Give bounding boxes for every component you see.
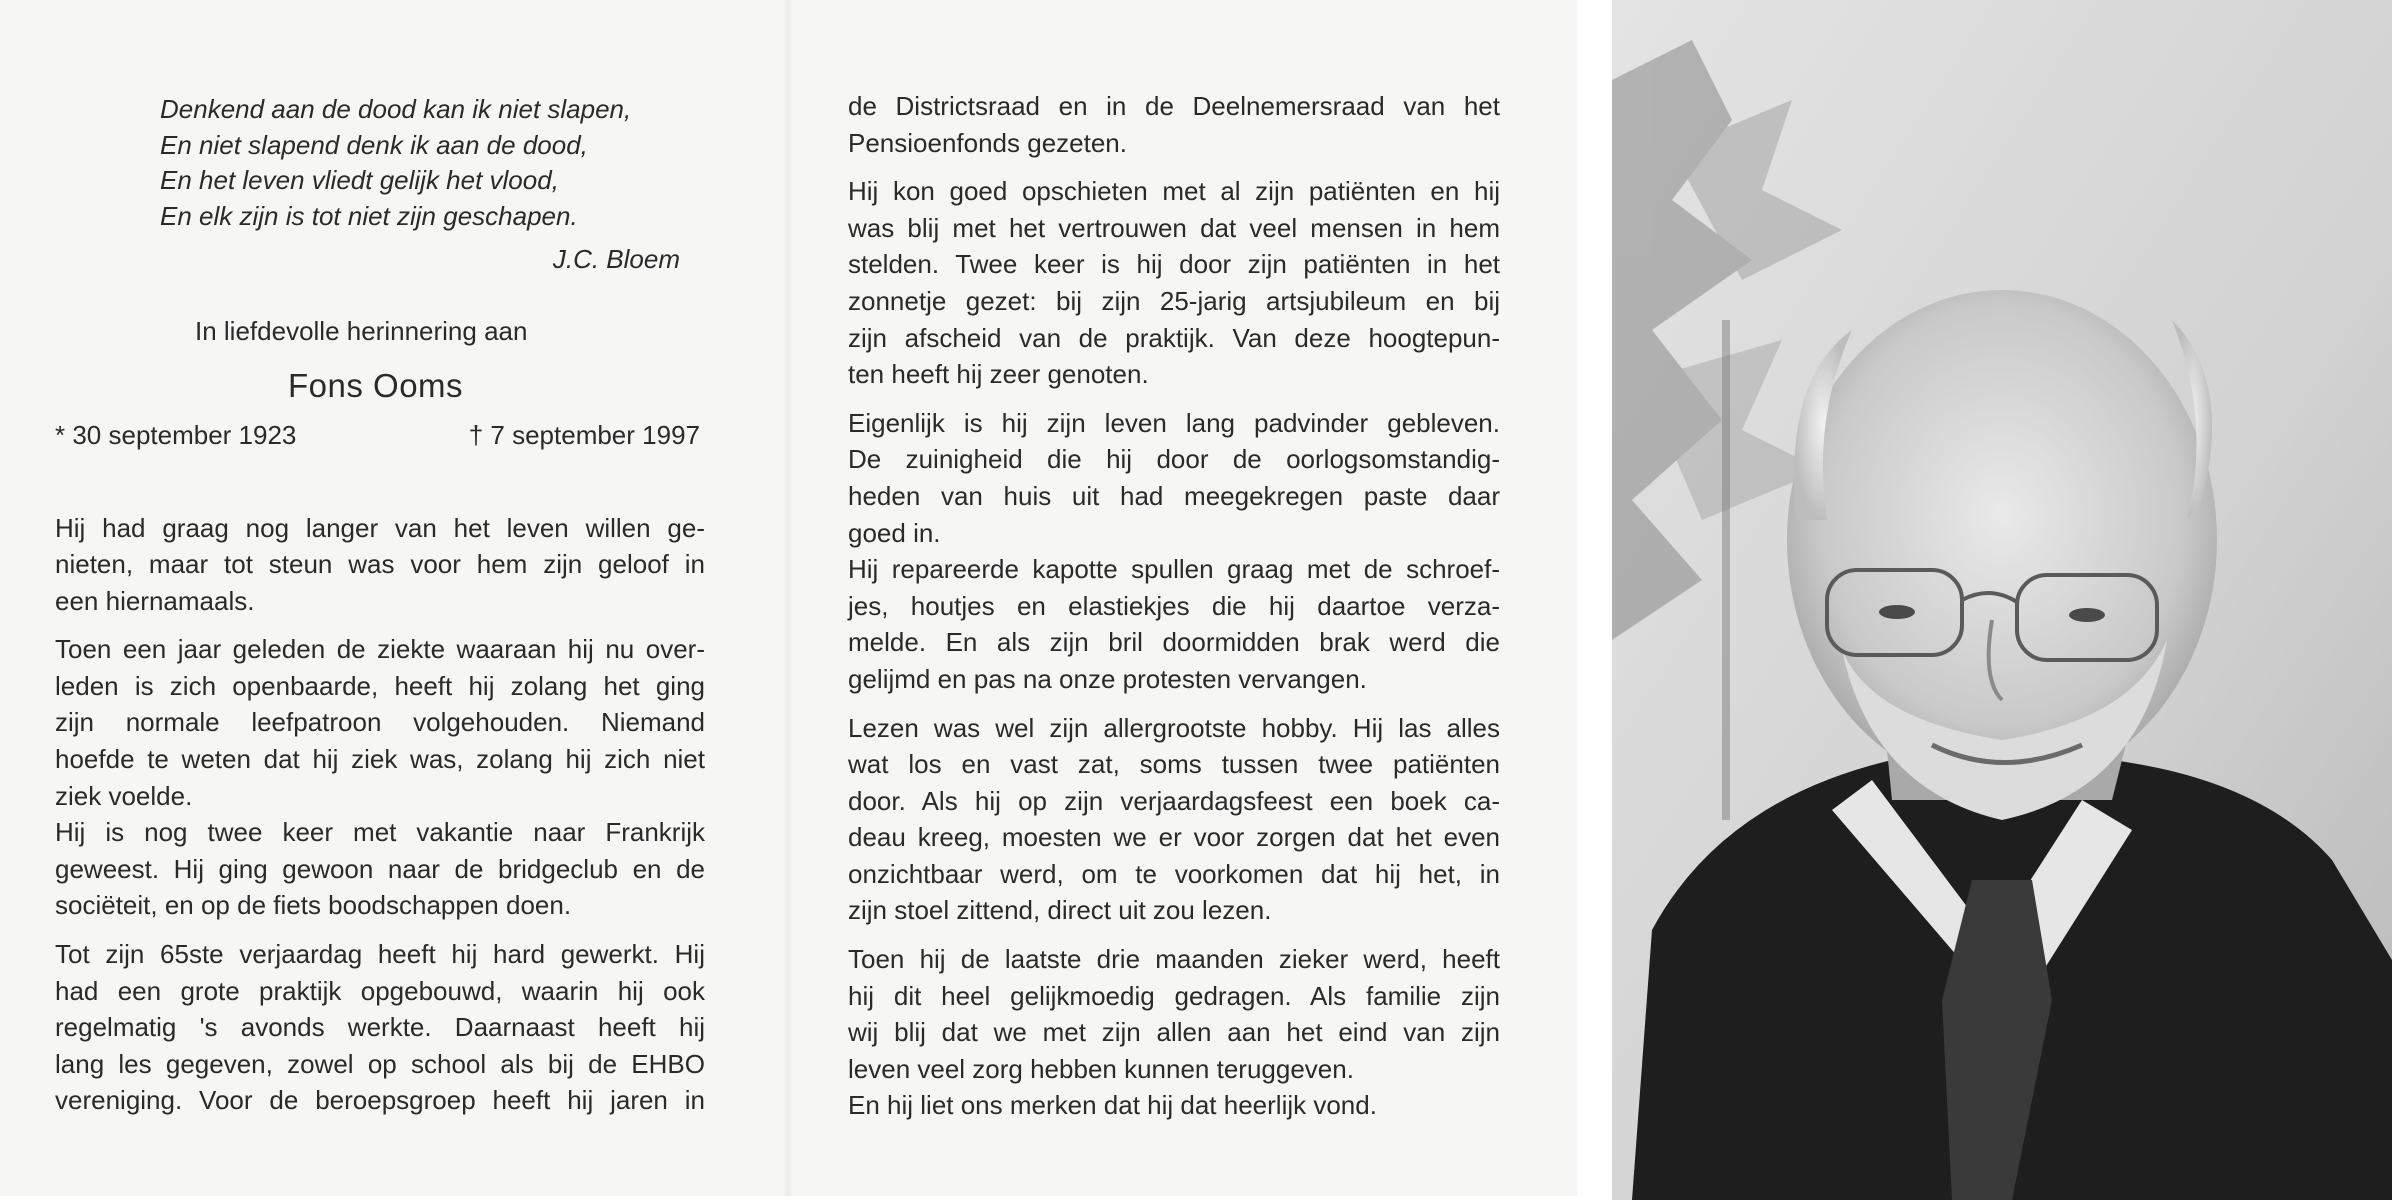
- text-line: wat los en vast zat, soms tussen twee patiënten: [848, 749, 1500, 780]
- memorial-intro: In liefdevolle herinnering aan: [195, 315, 528, 346]
- text-line: vereniging. Voor de beroepsgroep heeft hij jaren in: [55, 1085, 705, 1116]
- text-line: leden is zich openbaarde, heeft hij zolang het ging: [55, 670, 705, 701]
- text-line: onzichtbaar werd, om te voorkomen dat hij het, in: [848, 858, 1500, 889]
- text-line: jes, houtjes en elastiekjes die hij daartoe verza-: [848, 590, 1500, 621]
- text-line: goed in.: [848, 517, 941, 548]
- poem-line: En elk zijn is tot niet zijn geschapen.: [160, 200, 578, 231]
- text-line: lang les gegeven, zowel op school als bij de EHBO: [55, 1048, 705, 1079]
- text-line: door. Als hij op zijn verjaardagsfeest een boek ca-: [848, 785, 1500, 816]
- paragraph: [55, 814, 705, 924]
- poem-line: En niet slapend denk ik aan de dood,: [160, 129, 588, 160]
- poem-line: En het leven vliedt gelijk het vlood,: [160, 165, 559, 195]
- text-line: deau kreeg, moesten we er voor zorgen dat het even: [848, 822, 1500, 853]
- paragraph: [55, 510, 705, 620]
- text-line: Hij had graag nog langer van het leven willen ge-: [55, 512, 705, 543]
- paragraph: [848, 405, 1500, 551]
- paragraph: [55, 631, 705, 814]
- text-line: zijn stoel zittend, direct uit zou lezen.: [848, 895, 1272, 926]
- paragraph: [848, 941, 1500, 1087]
- text-line: had een grote praktijk opgebouwd, waarin hij ook: [55, 975, 705, 1006]
- text-line: gelijmd en pas na onze protesten vervangen.: [848, 663, 1367, 694]
- deceased-name: Fons Ooms: [288, 366, 464, 404]
- paragraph: [848, 88, 1500, 161]
- life-dates: [55, 418, 700, 452]
- text-line: Hij kon goed opschieten met al zijn patiënten en hij: [848, 176, 1500, 207]
- left-body-text: [55, 510, 705, 1120]
- text-line: Hij repareerde kapotte spullen graag met de schroef-: [848, 554, 1500, 585]
- text-line: zijn afscheid van de praktijk. Van deze hoogtepun-: [848, 322, 1500, 353]
- right-panel: [848, 88, 1500, 1124]
- text-line: Eigenlijk is hij zijn leven lang padvinder gebleven.: [848, 407, 1500, 438]
- text-line: regelmatig 's avonds werkte. Daarnaast heeft hij: [55, 1012, 705, 1043]
- text-line: zonnetje gezet: bij zijn 25-jarig artsjubileum en bij: [848, 285, 1500, 316]
- text-line: was blij met het vertrouwen dat veel mensen in hem: [848, 212, 1500, 243]
- text-line: hij dit heel gelijkmoedig gedragen. Als familie zijn: [848, 980, 1500, 1011]
- text-line: Lezen was wel zijn allergrootste hobby. Hij las alles: [848, 712, 1500, 743]
- gap: [1577, 0, 1612, 1200]
- poem: [160, 92, 735, 278]
- text-line: ten heeft hij zeer genoten.: [848, 359, 1149, 390]
- text-line: wij blij dat we met zijn allen aan het eind van zijn: [848, 1017, 1500, 1048]
- poem-line: Denkend aan de dood kan ik niet slapen,: [160, 94, 632, 124]
- card-fold: [783, 0, 793, 1196]
- paragraph: [848, 173, 1500, 393]
- poem-author: J.C. Bloem: [552, 244, 680, 274]
- text-line: Hij is nog twee keer met vakantie naar Frankrijk: [55, 817, 705, 848]
- paragraph: [55, 936, 705, 1119]
- text-line: En hij liet ons merken dat hij dat heerlijk vond.: [848, 1090, 1377, 1121]
- paragraph: [848, 551, 1500, 697]
- birth-date: * 30 september 1923: [55, 419, 297, 450]
- portrait-photo: [1612, 0, 2392, 1200]
- text-line: melde. En als zijn bril doormidden brak werd die: [848, 627, 1500, 658]
- text-line: een hiernamaals.: [55, 585, 255, 616]
- text-line: Toen hij de laatste drie maanden zieker werd, heeft: [848, 944, 1500, 975]
- left-panel: [55, 92, 705, 1119]
- text-line: heden van huis uit had meegekregen paste daar: [848, 480, 1500, 511]
- text-line: sociëteit, en op de fiets boodschappen doen.: [55, 890, 572, 921]
- text-line: hoefde te weten dat hij ziek was, zolang hij zich niet: [55, 744, 705, 775]
- portrait-illustration: [1612, 0, 2392, 1200]
- text-line: De zuinigheid die hij door de oorlogsomstandig-: [848, 444, 1500, 475]
- death-date: † 7 september 1997: [468, 419, 700, 450]
- text-line: stelden. Twee keer is hij door zijn patiënten in het: [848, 249, 1500, 280]
- paragraph: [848, 710, 1500, 930]
- text-line: Tot zijn 65ste verjaardag heeft hij hard gewerkt. Hij: [55, 939, 705, 970]
- paragraph: [848, 1087, 1500, 1124]
- text-line: de Districtsraad en in de Deelnemersraad van het: [848, 91, 1500, 121]
- text-line: geweest. Hij ging gewoon naar de bridgeclub en de: [55, 853, 705, 884]
- text-line: Toen een jaar geleden de ziekte waaraan hij nu over-: [55, 634, 705, 665]
- text-line: nieten, maar tot steun was voor hem zijn geloof in: [55, 549, 705, 580]
- text-line: zijn normale leefpatroon volgehouden. Niemand: [55, 707, 705, 738]
- text-line: leven veel zorg hebben kunnen teruggeven.: [848, 1053, 1354, 1084]
- text-line: Pensioenfonds gezeten.: [848, 127, 1127, 158]
- text-line: ziek voelde.: [55, 780, 193, 811]
